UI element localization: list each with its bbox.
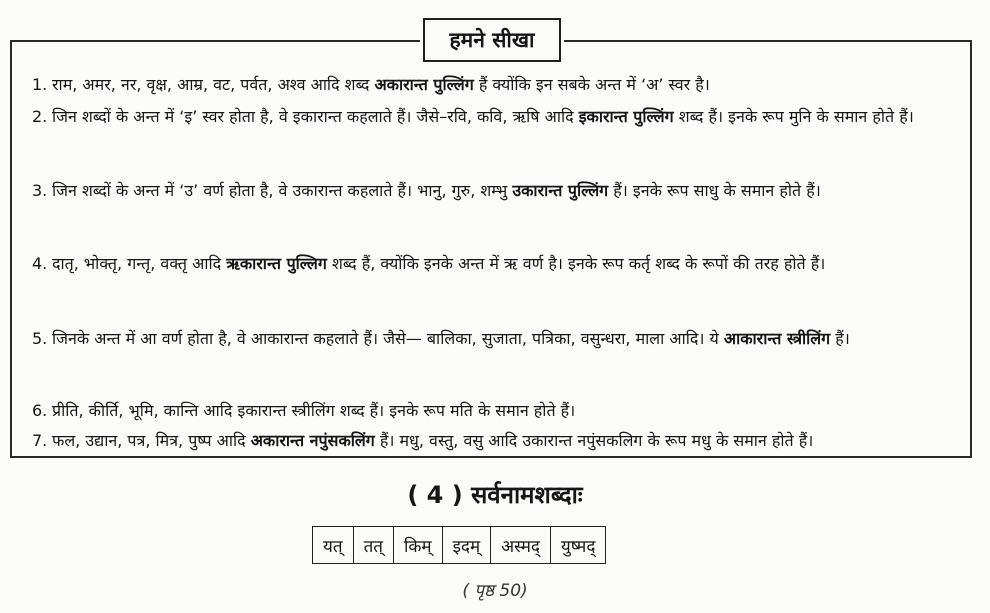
item-text: प्रीति, कीर्ति, भूमि, कान्ति आदि इकारान्त स्त्रीलिंग शब्द हैं। इनके रूप मति के समान होते हैं। — [52, 401, 576, 420]
item-number: 5. — [32, 329, 48, 348]
pronoun-row — [313, 527, 606, 564]
bold-term: आकारान्त स्त्रीलिंग — [723, 329, 831, 348]
item-text: हैं क्योंकि इन सबके अन्त में ‘अ’ स्वर है। — [473, 75, 710, 94]
item-text: शब्द हैं, क्योंकि इनके अन्त में ऋ वर्ण है। इनके रूप कर्तृ शब्द के रूपों की तरह होते हैं। — [326, 254, 826, 273]
summary-item — [32, 176, 962, 206]
item-text: दातृ, भोक्तृ, गन्तृ, वक्तृ आदि — [52, 254, 227, 273]
item-text: जिन शब्दों के अन्त में ‘इ’ स्वर होता है, वे इकारान्त कहलाते हैं। जैसे–रवि, कवि, ऋषि आदि — [52, 107, 579, 126]
summary-item — [32, 102, 962, 132]
summary-item — [32, 324, 962, 354]
item-text: हैं। — [830, 329, 850, 348]
summary-item — [32, 426, 962, 456]
summary-item — [32, 396, 962, 426]
pronoun-cell: तत् — [353, 527, 393, 564]
pronoun-cell: अस्मद् — [491, 527, 551, 564]
pronoun-cell: यत् — [313, 527, 354, 564]
item-number: 6. — [32, 401, 48, 420]
section-heading: ( 4 ) सर्वनामशब्दाः — [407, 481, 583, 509]
bold-term: उकारान्त पुल्लिंग — [512, 181, 609, 200]
item-text: हैं। इनके रूप साधु के समान होते हैं। — [608, 181, 821, 200]
bold-term: ऋकारान्त पुल्लिग — [226, 254, 327, 273]
item-number: 1. — [32, 75, 48, 94]
item-text: राम, अमर, नर, वृक्ष, आम्र, वट, पर्वत, अश्व आदि शब्द — [52, 75, 375, 94]
bold-term: अकारान्त नपुंसकलिंग — [250, 431, 375, 450]
item-number: 3. — [32, 181, 48, 200]
pronoun-table — [312, 526, 606, 564]
item-text: हैं। मधु, वस्तु, वसु आदि उकारान्त नपुंसकलिग के रूप मधु के समान होते हैं। — [374, 431, 814, 450]
item-number: 2. — [32, 107, 48, 126]
pronoun-cell: युष्मद् — [550, 527, 605, 564]
learned-summary-box — [10, 40, 972, 458]
item-text: जिनके अन्त में आ वर्ण होता है, वे आकारान्त कहलाते हैं। जैसे— बालिका, सुजाता, पत्रिका, वसुन्धरा, माला आदि। ये — [52, 329, 724, 348]
item-number: 7. — [32, 431, 48, 450]
item-text: फल, उद्यान, पत्र, मित्र, पुष्प आदि — [52, 431, 251, 450]
item-number: 4. — [32, 254, 48, 273]
summary-item — [32, 70, 962, 100]
bold-term: इकारान्त पुल्लिंग — [578, 107, 674, 126]
box-title: हमने सीखा — [423, 18, 561, 62]
summary-item — [32, 249, 962, 279]
item-text: शब्द हैं। इनके रूप मुनि के समान होते हैं। — [673, 107, 914, 126]
page-reference: ( पृष्ठ 50) — [462, 581, 528, 601]
bold-term: अकारान्त पुल्लिंग — [374, 75, 474, 94]
item-text: जिन शब्दों के अन्त में ‘उ’ वर्ण होता है, वे उकारान्त कहलाते हैं। भानु, गुरु, शम्भु — [52, 181, 513, 200]
pronoun-cell: किम् — [393, 527, 442, 564]
pronoun-cell: इदम् — [442, 527, 491, 564]
